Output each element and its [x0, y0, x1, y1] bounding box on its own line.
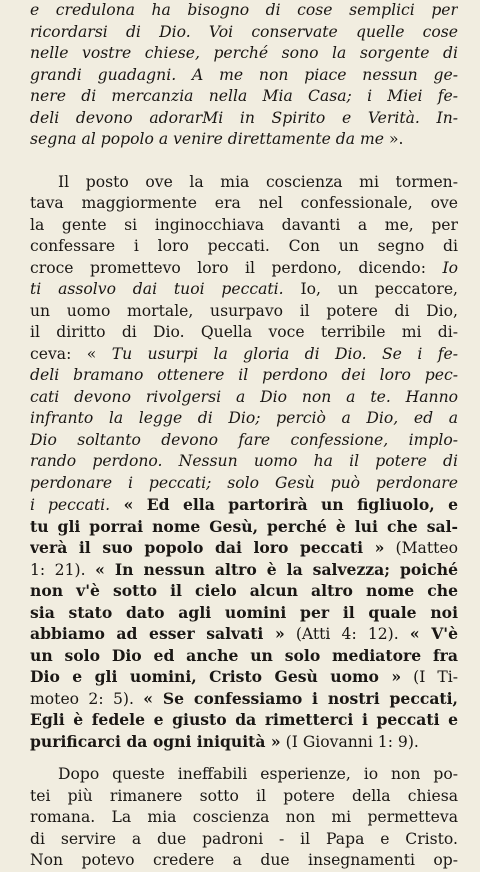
italic-text: Dio soltanto devono fare confessione, implo-	[30, 430, 458, 449]
text-line	[30, 322, 458, 344]
italic-text: Tu usurpi la gloria di Dio. Se i fe-	[111, 344, 458, 363]
text-line	[30, 0, 458, 22]
text-line	[30, 807, 458, 829]
text-line	[30, 602, 458, 624]
italic-text: segna al popolo a venire direttamente da me	[30, 130, 385, 148]
text-span: moteo 2: 5).	[30, 689, 144, 708]
text-span: tei più rimanere sotto il potere della chiesa	[30, 786, 458, 805]
bold-text: « In nessun altro è la salvezza; poiché	[95, 559, 458, 579]
text-line	[30, 43, 458, 65]
text-span: Non potevo credere a due insegnamenti op-	[30, 851, 458, 869]
bold-text: sia stato dato agli uomini per il quale noi	[30, 602, 458, 622]
text-span: (I Ti-	[401, 668, 458, 686]
text-line	[30, 786, 458, 808]
text-line	[30, 709, 458, 731]
text-span: di servire a due padroni - il Papa e Cristo.	[30, 829, 458, 848]
text-line	[30, 65, 458, 87]
italic-text: infranto la legge di Dio; perciò a Dio, ed a	[30, 409, 458, 427]
text-line	[30, 764, 458, 786]
text-line	[30, 516, 458, 538]
text-span: confessare i loro peccati. Con un segno di	[30, 237, 458, 255]
bold-text: « Se confessiamo i nostri peccati,	[143, 688, 458, 708]
text-span: Il posto ove la mia coscienza mi tormen-	[58, 172, 458, 191]
text-line	[30, 666, 458, 688]
italic-text: ti assolvo dai tuoi peccati.	[30, 280, 284, 298]
text-line	[30, 451, 458, 473]
text-line	[30, 688, 458, 710]
bold-text: tu gli porrai nome Gesù, perché è lui che sal-	[30, 516, 458, 536]
paragraph-3	[30, 764, 458, 872]
italic-text: ricordarsi di Dio. Voi conservate quelle cose	[30, 22, 458, 41]
text-line	[30, 494, 458, 516]
italic-text: cati devono rivolgersi a Dio non a te. Hanno	[30, 387, 458, 406]
text-line	[30, 129, 458, 151]
text-line	[30, 537, 458, 559]
text-line	[30, 623, 458, 645]
text-line	[30, 645, 458, 667]
text-span: ceva: «	[30, 344, 112, 363]
italic-text: rando perdono. Nessun uomo ha il potere di	[30, 452, 458, 470]
text-line	[30, 172, 458, 194]
italic-text: deli bramano ottenere il perdono dei loro pec-	[30, 366, 458, 384]
italic-text: i peccati.	[30, 496, 111, 514]
text-line	[30, 580, 458, 602]
text-span: romana. La mia coscienza non mi permetteva	[30, 808, 458, 826]
italic-text: Io	[442, 258, 458, 277]
bold-text: verà il suo popolo dai loro peccati »	[30, 538, 385, 557]
text-line	[30, 430, 458, 452]
paragraph-2	[30, 172, 458, 753]
text-line	[30, 215, 458, 237]
bold-text: un solo Dio ed anche un solo mediatore fra	[30, 645, 458, 665]
text-span: tava maggiormente era nel confessionale, ove	[30, 194, 458, 212]
italic-text: deli devono adorarMi in Spirito e Verità. In-	[30, 108, 458, 127]
text-span: un uomo mortale, usurpavo il potere di Dio,	[30, 301, 458, 320]
text-line	[30, 829, 458, 851]
text-line	[30, 86, 458, 108]
bold-text: « V'è	[409, 624, 458, 643]
text-span: Io, un peccatore,	[283, 280, 458, 298]
text-span: il diritto di Dio. Quella voce terribile mi di-	[30, 323, 458, 341]
text-line	[30, 108, 458, 130]
italic-text: nere di mercanzia nella Mia Casa; i Miei fe-	[30, 87, 458, 105]
text-line	[30, 559, 458, 581]
text-line	[30, 850, 458, 872]
text-span: 1: 21).	[30, 560, 96, 579]
text-span: (I Giovanni 1: 9).	[280, 732, 419, 751]
italic-text: grandi guadagni. A me non piace nessun ge-	[30, 65, 458, 84]
bold-text: « Ed ella partorirà un figliuolo, e	[110, 495, 458, 514]
bold-text: abbiamo ad esser salvati »	[30, 624, 285, 643]
paragraph-1	[30, 0, 458, 151]
bold-text: Egli è fedele e giusto da rimetterci i peccati e	[30, 710, 458, 729]
text-line	[30, 387, 458, 409]
text-span: (Atti 4: 12).	[284, 625, 410, 643]
bold-text: purificarci da ogni iniquità »	[30, 731, 281, 751]
text-line	[30, 279, 458, 301]
text-line	[30, 473, 458, 495]
bold-text: non v'è sotto il cielo alcun altro nome che	[30, 581, 458, 600]
text-line	[30, 408, 458, 430]
text-span: Dopo queste ineffabili esperienze, io non po-	[58, 765, 458, 783]
text-line	[30, 258, 458, 280]
text-line	[30, 193, 458, 215]
text-line	[30, 344, 458, 366]
text-span: la gente si inginocchiava davanti a me, per	[30, 215, 458, 234]
text-line	[30, 236, 458, 258]
italic-text: e credulona ha bisogno di cose semplici per	[30, 1, 458, 19]
text-span: ».	[384, 130, 404, 148]
text-line	[30, 22, 458, 44]
text-line	[30, 301, 458, 323]
bold-text: Dio e gli uomini, Cristo Gesù uomo »	[30, 667, 402, 686]
text-span: croce promettevo loro il perdono, dicendo:	[30, 258, 443, 277]
text-line	[30, 365, 458, 387]
italic-text: nelle vostre chiese, perché sono la sorgente di	[30, 44, 458, 62]
italic-text: perdonare i peccati; solo Gesù può perdonare	[30, 473, 458, 492]
text-span: (Matteo	[384, 539, 458, 557]
text-line	[30, 731, 458, 753]
